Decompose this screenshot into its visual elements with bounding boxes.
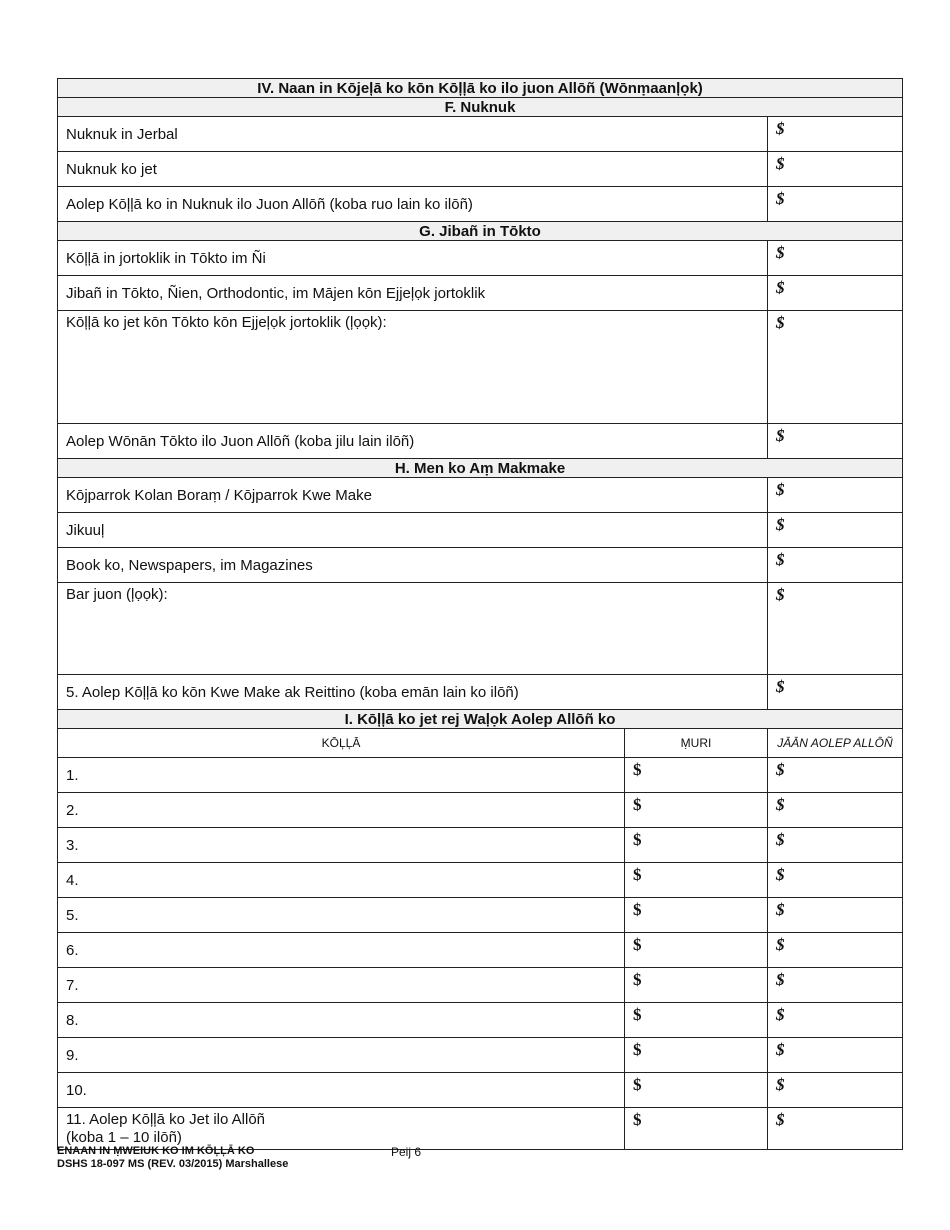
amount-field[interactable]: $ — [776, 154, 785, 173]
amount-field[interactable]: $ — [776, 515, 785, 534]
table-row — [58, 828, 902, 863]
table-row — [58, 933, 902, 968]
total-label-line1: 11. Aolep Kōļļā ko Jet ilo Allōñ — [66, 1111, 266, 1128]
row-label[interactable]: 6. — [58, 933, 625, 967]
footer-form-number: DSHS 18-097 MS (REV. 03/2015) Marshallese — [57, 1158, 289, 1170]
amount-field[interactable]: $ — [776, 900, 785, 919]
row-label[interactable]: 1. — [58, 758, 625, 792]
column-header-monthly: JĀĀN AOLEP ALLŌÑ — [777, 736, 893, 750]
amount-field[interactable]: $ — [776, 935, 785, 954]
table-row — [58, 758, 902, 793]
row-label: Aolep Wōnān Tōkto ilo Juon Allōñ (koba jilu lain ilōñ) — [58, 424, 768, 458]
row-label: Book ko, Newspapers, im Magazines — [58, 548, 768, 582]
table-row — [58, 513, 902, 548]
row-label: Kōļļā ko jet kōn Tōkto kōn Ejjeļọk jortoklik (ļọọk): — [58, 311, 768, 423]
amount-field[interactable]: $ — [776, 1005, 785, 1024]
row-label[interactable]: 7. — [58, 968, 625, 1002]
amount-field[interactable]: $ — [625, 1108, 768, 1149]
table-row — [58, 424, 902, 459]
section-title: IV. Naan in Kōjeļā ko kōn Kōļļā ko ilo juon Allōñ (Wōnṃaanļọk) — [257, 79, 703, 97]
row-label[interactable]: 9. — [58, 1038, 625, 1072]
amount-field[interactable]: $ — [625, 1038, 768, 1072]
table-row — [58, 968, 902, 1003]
amount-field[interactable]: $ — [776, 865, 785, 884]
table-row — [58, 241, 902, 276]
expense-form-table — [57, 78, 903, 1150]
table-row — [58, 863, 902, 898]
amount-field[interactable]: $ — [776, 1110, 785, 1129]
amount-field[interactable]: $ — [625, 1003, 768, 1037]
page-number: Peij 6 — [391, 1145, 422, 1159]
table-row — [58, 675, 902, 710]
amount-field[interactable]: $ — [625, 968, 768, 1002]
row-label[interactable]: 10. — [58, 1073, 625, 1107]
amount-field[interactable]: $ — [776, 278, 785, 297]
table-row — [58, 583, 902, 675]
row-label: Bar juon (ļọọk): — [58, 583, 768, 674]
row-label[interactable]: 8. — [58, 1003, 625, 1037]
total-row — [58, 1108, 902, 1149]
amount-field[interactable]: $ — [776, 1040, 785, 1059]
row-label[interactable]: 3. — [58, 828, 625, 862]
amount-field[interactable]: $ — [625, 933, 768, 967]
amount-field[interactable]: $ — [776, 550, 785, 569]
amount-field[interactable]: $ — [776, 760, 785, 779]
table-row — [58, 1073, 902, 1108]
amount-field[interactable]: $ — [625, 828, 768, 862]
amount-field[interactable]: $ — [625, 863, 768, 897]
section-h-title: H. Men ko Aṃ Makmake — [394, 459, 566, 477]
table-row — [58, 311, 902, 424]
section-g-title: G. Jibañ in Tōkto — [419, 222, 541, 240]
row-label: 5. Aolep Kōļļā ko kōn Kwe Make ak Reittino (koba emān lain ko ilōñ) — [58, 675, 768, 709]
section-i-title: I. Kōļļā ko jet rej Waļọk Aolep Allōñ ko — [344, 710, 616, 728]
row-label: Nuknuk ko jet — [58, 152, 768, 186]
section-f-header — [58, 98, 902, 117]
total-label — [58, 1108, 625, 1149]
amount-field[interactable]: $ — [776, 313, 785, 332]
total-label-line2: (koba 1 – 10 ilōñ) — [66, 1129, 182, 1146]
row-label: Kōļļā in jortoklik in Tōkto im Ñi — [58, 241, 768, 275]
amount-field[interactable]: $ — [625, 793, 768, 827]
form-footer — [57, 1145, 288, 1171]
amount-field[interactable]: $ — [776, 677, 785, 696]
row-label: Kōjparrok Kolan Boraṃ / Kōjparrok Kwe Make — [58, 478, 768, 512]
row-label[interactable]: 4. — [58, 863, 625, 897]
section-f-title: F. Nuknuk — [444, 98, 516, 116]
amount-field[interactable]: $ — [776, 795, 785, 814]
row-label: Jibañ in Tōkto, Ñien, Orthodontic, im Mājen kōn Ejjeļọk jortoklik — [58, 276, 768, 310]
row-label[interactable]: 5. — [58, 898, 625, 932]
amount-field[interactable]: $ — [776, 426, 785, 445]
row-label: Nuknuk in Jerbal — [58, 117, 768, 151]
table-row — [58, 478, 902, 513]
column-header-expense: KŌĻĻĀ — [58, 729, 625, 757]
table-row — [58, 152, 902, 187]
footer-form-title: ENAAN IN ṂWEIUK KO IM KŌĻĻĀ KO — [57, 1145, 255, 1157]
amount-field[interactable]: $ — [776, 970, 785, 989]
amount-field[interactable]: $ — [625, 758, 768, 792]
amount-field[interactable]: $ — [776, 189, 785, 208]
amount-field[interactable]: $ — [776, 119, 785, 138]
row-label: Aolep Kōļļā ko in Nuknuk ilo Juon Allōñ (koba ruo lain ko ilōñ) — [58, 187, 768, 221]
section-g-header — [58, 222, 902, 241]
column-header-row — [58, 729, 902, 758]
amount-field[interactable]: $ — [776, 585, 785, 604]
table-row — [58, 1038, 902, 1073]
amount-field[interactable]: $ — [776, 480, 785, 499]
amount-field[interactable]: $ — [776, 830, 785, 849]
column-header-muri: ṂURI — [625, 729, 768, 757]
row-label[interactable]: 2. — [58, 793, 625, 827]
section-iv-header — [58, 79, 902, 98]
table-row — [58, 548, 902, 583]
amount-field[interactable]: $ — [625, 898, 768, 932]
amount-field[interactable]: $ — [776, 243, 785, 262]
table-row — [58, 898, 902, 933]
table-row — [58, 187, 902, 222]
section-i-header — [58, 710, 902, 729]
amount-field[interactable]: $ — [776, 1075, 785, 1094]
table-row — [58, 117, 902, 152]
amount-field[interactable]: $ — [625, 1073, 768, 1107]
row-label: Jikuuļ — [58, 513, 768, 547]
table-row — [58, 1003, 902, 1038]
table-row — [58, 793, 902, 828]
table-row — [58, 276, 902, 311]
section-h-header — [58, 459, 902, 478]
